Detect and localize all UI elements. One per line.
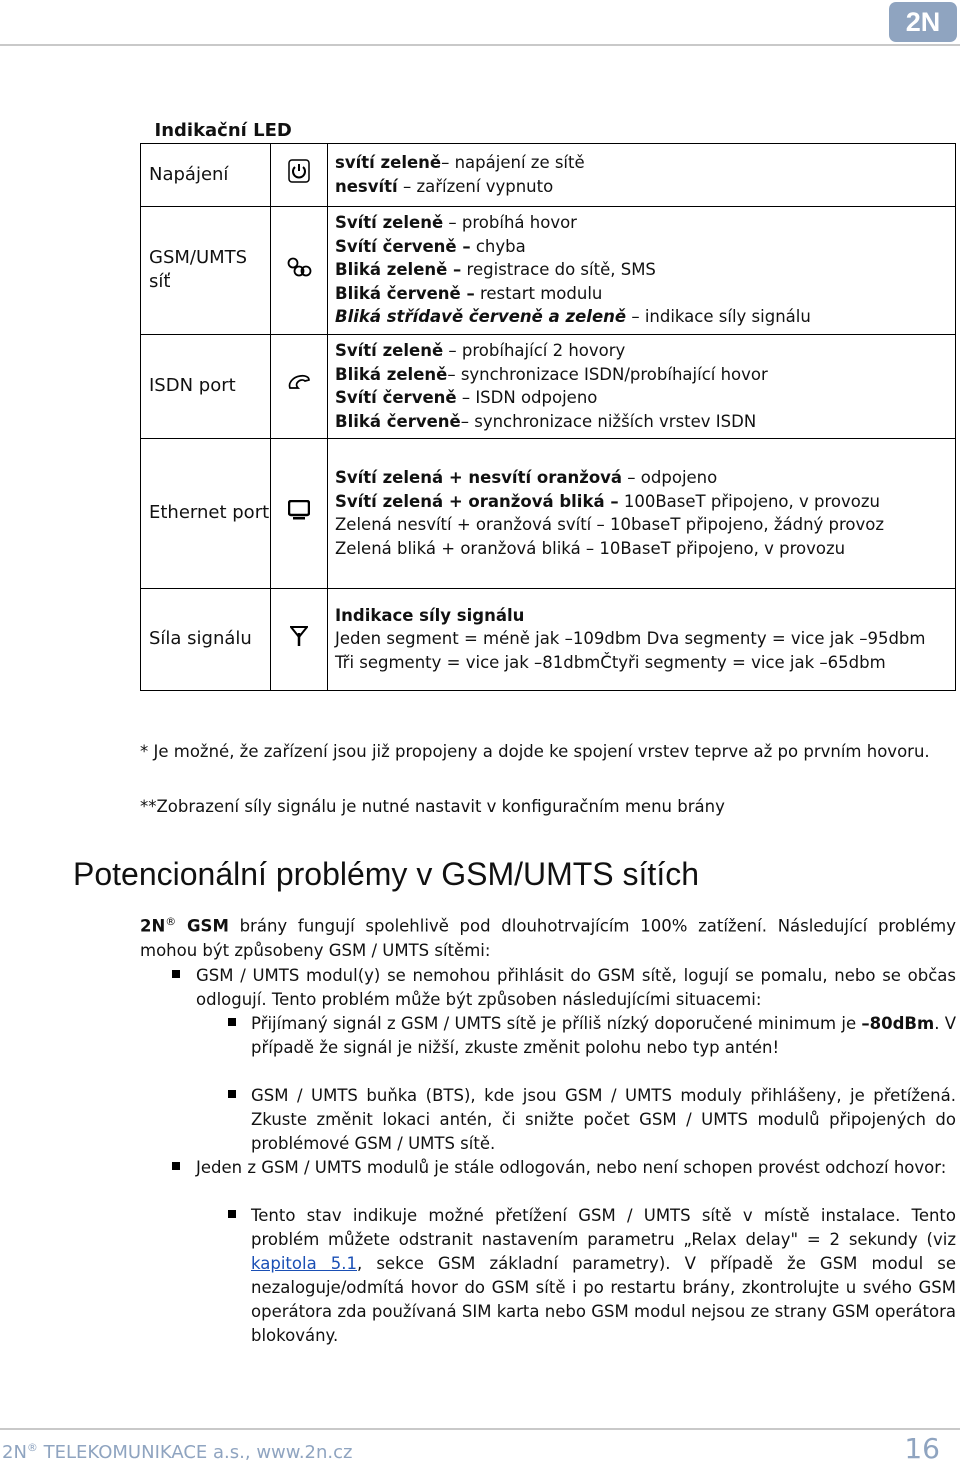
page-number: 16 [904,1432,940,1465]
row-label: Napájení [141,143,271,206]
row-label: Síla signálu [141,588,271,690]
footnote-1: * Je možné, že zařízení jsou již propojeny a dojde ke spojení vrstev teprve až po prvním hovoru. [140,742,930,761]
registered-mark: ® [165,915,177,928]
row-label: Ethernet port [141,438,271,588]
row-label: ISDN port [141,334,271,438]
row-description: svítí zeleně– napájení ze sítě nesvítí – zařízení vypnuto [328,143,956,206]
row-description: Indikace síly signálu Jeden segment = méně jak –109dbm Dva segmenty = vice jak –95dbm Tři segmenty = vice jak –81dbmČtyři segmenty = vice jak –65dbm [328,588,956,690]
led-indication-table [140,117,956,691]
footer-company: 2N® TELEKOMUNIKACE a.s., www.2n.cz [2,1441,353,1463]
row-description: Svítí zeleně – probíhající 2 hovory Bliká zeleně– synchronizace ISDN/probíhající hovor Svítí červeně – ISDN odpojeno Bliká červeně– synchronizace nižších vrstev ISDN [328,334,956,438]
brand-logo: 2N [889,2,957,42]
row-description: Svítí zelená + nesvítí oranžová – odpojeno Svítí zelená + oranžová bliká – 100BaseT připojeno, v provozu Zelená nesvítí + oranžová svítí – 10baseT připojeno, žádný provoz Zelená bliká + oranžová bliká – 10BaseT připojeno, v provozu [328,438,956,588]
bullet-square-icon [228,1090,236,1098]
footer-rule [0,1428,960,1430]
list-item: Přijímaný signál z GSM / UMTS sítě je příliš nízký doporučené minimum je –80dBm. V případě že signál je nižší, zkuste změnit polohu nebo typ antén! [251,1014,956,1057]
table-header: Indikační LED [154,120,292,141]
list-item: GSM / UMTS modul(y) se nemohou přihlásit do GSM sítě, logují se pomalu, nebo se občas odlogují. Tento problém může být způsoben následujícími situacemi: [196,966,956,1009]
header-rule [0,44,960,46]
section-intro: 2N® GSM brány fungují spolehlivě pod dlouhotrvajícím 100% zatížení. Následující problémy mohou být způsobeny GSM / UMTS sítěmi: [140,915,957,960]
gsm-icon [271,206,328,334]
antenna-icon [271,588,328,690]
list-item: Jeden z GSM / UMTS modulů je stále odlogován, nebo není schopen provést odchozí hovor: [196,1158,947,1177]
bullet-square-icon [172,970,180,978]
bullet-square-icon [228,1018,236,1026]
power-icon [271,143,328,206]
row-label: GSM/UMTS síť [141,206,271,334]
monitor-icon [271,438,328,588]
phone-icon [271,334,328,438]
bullet-square-icon [172,1162,180,1170]
chapter-link[interactable]: kapitola 5.1 [251,1254,358,1273]
row-description: Svítí zeleně – probíhá hovor Svítí červeně – chyba Bliká zeleně – registrace do sítě, SMS Bliká červeně – restart modulu Bliká střídavě červeně a zeleně – indikace síly signálu [328,206,956,334]
section-heading: Potencionální problémy v GSM/UMTS sítích [73,856,699,892]
list-item: GSM / UMTS buňka (BTS), kde jsou GSM / UMTS moduly přihlášeny, je přetížená. Zkuste změnit lokaci antén, či snižte počet GSM / UMTS modulů připojených do problémové GSM / UMTS sítě. [251,1086,956,1153]
registered-mark: ® [26,1441,38,1454]
list-item: Tento stav indikuje možné přetížení GSM / UMTS sítě v místě instalace. Tento problém můžete odstranit nastavením parametru „Relax delay" = 2 sekundy (viz kapitola 5.1, sekce GSM základní parametry). V případě že GSM modul se nezaloguje/odmítá hovor do GSM sítě i po restartu brány, zkontrolujte u svého GSM operátora zda používaná SIM karta nebo GSM modul nejsou ze strany GSM operátora blokovány. [251,1206,956,1345]
footnote-2: **Zobrazení síly signálu je nutné nastavit v konfiguračním menu brány [140,797,725,816]
bullet-square-icon [228,1210,236,1218]
